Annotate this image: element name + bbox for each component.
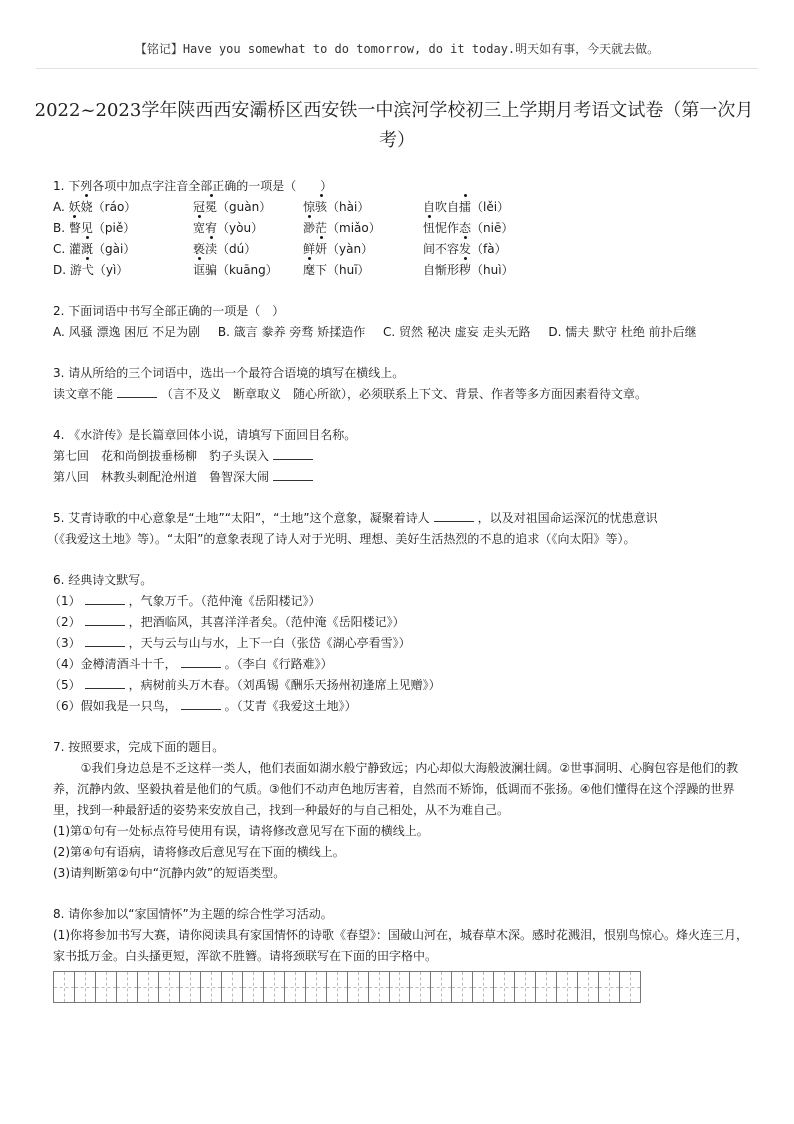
pinyin-text: （guàn） — [217, 200, 272, 214]
grid-cell[interactable] — [452, 972, 473, 1002]
pinyin-text: （yàn） — [327, 242, 374, 256]
grid-cell[interactable] — [117, 972, 138, 1002]
dotted-char: 发 — [459, 239, 471, 260]
dotted-char: 渺 — [303, 218, 315, 239]
poem-prefix: （5） — [49, 678, 81, 692]
option-a: A. 风骚 漂逸 困厄 不足为剧 — [53, 325, 201, 339]
grid-cell[interactable] — [348, 972, 369, 1002]
option-word — [303, 197, 423, 218]
header-divider — [36, 68, 758, 69]
grid-cell[interactable] — [578, 972, 599, 1002]
grid-cell[interactable] — [599, 972, 620, 1002]
poem-prefix: （6）假如我是一只鸟， — [49, 699, 177, 713]
grid-cell[interactable] — [201, 972, 222, 1002]
grid-cell[interactable] — [306, 972, 327, 1002]
fill-line — [53, 384, 753, 405]
question-3 — [53, 363, 753, 405]
question-line: （《我爱这土地》等）。“太阳”的意象表现了诗人对于光明、理想、美好生活热烈的不息的追求（《向太阳》等）。 — [47, 532, 636, 546]
fill-text-before: 读文章不能 — [53, 387, 114, 401]
dotted-char: 妍 — [315, 239, 327, 260]
question-4 — [53, 425, 753, 488]
pinyin-options — [53, 197, 753, 281]
dotted-char: 娆 — [81, 197, 93, 218]
chapter-line — [53, 446, 753, 467]
question-stem: 2. 下面词语中书写全部正确的一项是（ ） — [53, 304, 285, 318]
question-line — [53, 508, 753, 529]
question-text: 5. 艾青诗歌的中心意象是“土地”“太阳”，“土地”这个意象，凝聚着诗人 — [53, 511, 430, 525]
pinyin-text: 骗（kuāng） — [205, 263, 278, 277]
dotted-char: 骇 — [315, 197, 327, 218]
pinyin-text: 下（huī） — [315, 263, 370, 277]
question-6 — [49, 570, 753, 717]
poem-suffix: 。（李白《行路难》） — [224, 657, 333, 671]
pinyin-text: 宥（yòu） — [205, 221, 264, 235]
option-word — [423, 239, 603, 260]
poem-suffix: ，把酒临风，其喜洋洋者矣。（范仲淹《岳阳楼记》） — [128, 615, 405, 629]
answer-blank[interactable] — [85, 675, 125, 689]
grid-cell[interactable] — [390, 972, 411, 1002]
sub-question-2: (2)第④句有语病，请将修改后意见写在下面的横线上。 — [53, 845, 345, 859]
option-word — [193, 239, 303, 260]
poem-prefix: （2） — [49, 615, 81, 629]
option-word — [423, 197, 603, 218]
option-b: B. 箴言 豢养 旁骛 矫揉造作 — [217, 325, 366, 339]
poem-prefix: （1） — [49, 594, 81, 608]
title-line-2: 考） — [379, 130, 415, 151]
fill-text-after: （言不及义 断章取义 随心所欲），必须联系上下文、背景、作者等多方面因素看待文章。 — [161, 387, 648, 401]
word-text: A. 妖 — [53, 200, 81, 214]
grid-cell[interactable] — [431, 972, 452, 1002]
option-c: C. 贸然 秘决 虚妄 走头无路 — [383, 325, 531, 339]
question-7 — [53, 737, 753, 884]
question-1 — [53, 176, 753, 281]
chapter-line — [53, 467, 753, 488]
pinyin-text: 怩作态（niē） — [435, 221, 514, 235]
grid-cell[interactable] — [620, 972, 640, 1002]
poem-line — [49, 591, 753, 612]
sub-question-3: (3)请判断第②句中“沉静内敛”的短语类型。 — [53, 866, 286, 880]
word-text: C. 灌 — [53, 242, 82, 256]
option-word — [423, 218, 603, 239]
dotted-char: 溉 — [81, 239, 93, 260]
motto-header: 【铭记】Have you somewhat to do tomorrow, do it today.明天如有事，今天就去做。 — [134, 42, 660, 56]
grid-cell[interactable] — [180, 972, 201, 1002]
word-text: 鲜 — [303, 242, 316, 256]
sub-question-1: (1)你将参加书写大赛，请你阅读具有家国情怀的诗歌《春望》：国破山河在，城春草木深。感时花溅泪，恨别鸟惊心。烽火连三月，家书抵万金。白头搔更短，浑欲不胜簪。请将颈联写在下面的田字格中。 — [53, 928, 749, 963]
grid-cell[interactable] — [536, 972, 557, 1002]
grid-cell[interactable] — [159, 972, 180, 1002]
pinyin-text: （gài） — [93, 242, 136, 256]
poem-suffix: ，气象万千。（范仲淹《岳阳楼记》） — [128, 594, 321, 608]
grid-cell[interactable] — [557, 972, 578, 1002]
word-text: 间不容 — [423, 242, 460, 256]
dotted-char: 渎 — [205, 239, 217, 260]
option-word — [53, 218, 193, 239]
word-text: D. 游 — [53, 263, 82, 277]
dotted-char: 诓 — [193, 260, 205, 281]
pinyin-text: （lěi） — [471, 200, 510, 214]
option-row — [53, 197, 753, 218]
option-row — [53, 239, 753, 260]
word-text: 冠 — [193, 200, 206, 214]
option-d: D. 懦夫 默守 杜绝 前扑后继 — [548, 325, 697, 339]
question-2 — [53, 301, 753, 343]
poem-suffix: ，病树前头万木春。（刘禹锡《酬乐天扬州初逢席上见赠》） — [128, 678, 441, 692]
question-stem: 7. 按照要求，完成下面的题目。 — [53, 740, 225, 754]
poem-suffix: ，天与云与山与水，上下一白（张岱《湖心亭看雪》） — [128, 636, 411, 650]
question-8 — [53, 904, 753, 1003]
poem-line — [49, 654, 753, 675]
question-stem: 1. 下列各项中加点字注音全部正确的一项是（ ） — [53, 179, 333, 193]
answer-blank[interactable] — [85, 591, 125, 605]
pinyin-text: （huì） — [471, 263, 514, 277]
answer-blank[interactable] — [273, 446, 313, 460]
answer-blank[interactable] — [273, 467, 313, 481]
passage-text: ①我们身边总是不乏这样一类人，他们表面如湖水般宁静致远；内心却似大海般波澜壮阔。②世事洞明、心胸包容是他们的教养，沉静内敛、坚毅执着是他们的气质。③他们不动声色地厉害着，自然而不矫饰，低调而不张扬。④他们懂得在这个浮躁的世界里，找到一种最舒适的姿势来安放自己，找到一种最好的与自己相处，从不为难自己。 — [53, 761, 739, 817]
option-word — [53, 260, 193, 281]
option-row — [53, 218, 753, 239]
title-line-1: 2022~2023学年陕西西安灞桥区西安铁一中滨河学校初三上学期月考语文试卷（第一次月 — [34, 100, 754, 121]
answer-blank[interactable] — [85, 612, 125, 626]
word-text: 亵 — [193, 242, 206, 256]
pinyin-text: （hài） — [327, 200, 370, 214]
sub-question-1: (1)第①句有一处标点符号使用有误，请将修改意见写在下面的横线上。 — [53, 824, 429, 838]
pinyin-text: 茫（miǎo） — [315, 221, 381, 235]
chapter-text: 第七回 花和尚倒拔垂杨柳 豹子头误入 — [53, 449, 270, 463]
pinyin-text: （dú） — [217, 242, 257, 256]
dotted-char: 秽 — [459, 260, 471, 281]
option-word — [193, 197, 303, 218]
answer-blank[interactable] — [181, 696, 221, 710]
grid-cell[interactable] — [369, 972, 390, 1002]
grid-cell[interactable] — [515, 972, 536, 1002]
answer-blank[interactable] — [117, 384, 157, 398]
question-stem: 6. 经典诗文默写。 — [53, 573, 153, 587]
grid-cell[interactable] — [75, 972, 96, 1002]
poem-line — [49, 696, 753, 717]
question-stem: 4. 《水浒传》是长篇章回体小说，请填写下面回目名称。 — [53, 428, 357, 442]
question-stem: 8. 请你参加以“家国情怀”为主题的综合性学习活动。 — [53, 907, 333, 921]
word-text: 惊 — [303, 200, 316, 214]
grid-cell[interactable] — [222, 972, 243, 1002]
grid-cell[interactable] — [473, 972, 494, 1002]
poem-line — [49, 675, 753, 696]
poem-items — [49, 591, 753, 717]
dotted-char: 擂 — [459, 197, 471, 218]
option-word — [303, 239, 423, 260]
grid-cell[interactable] — [327, 972, 348, 1002]
exam-content — [47, 176, 753, 1023]
word-text: 自惭形 — [423, 263, 460, 277]
question-5 — [47, 508, 753, 550]
grid-cell[interactable] — [138, 972, 159, 1002]
grid-cell[interactable] — [243, 972, 264, 1002]
pinyin-text: （fà） — [471, 242, 507, 256]
grid-cell[interactable] — [54, 972, 75, 1002]
dotted-char: 宽 — [193, 218, 205, 239]
question-stem: 3. 请从所给的三个词语中，选出一个最符合语境的填写在横线上。 — [53, 366, 405, 380]
answer-blank[interactable] — [434, 508, 474, 522]
grid-cell[interactable] — [96, 972, 117, 1002]
chapter-text: 第八回 林教头刺配沧州道 鲁智深大闹 — [53, 470, 270, 484]
dotted-char: 麾 — [303, 260, 315, 281]
option-word — [53, 239, 193, 260]
poem-line — [49, 633, 753, 654]
option-word — [193, 260, 303, 281]
option-row — [53, 322, 753, 343]
grid-cell[interactable] — [410, 972, 431, 1002]
pinyin-text: （ráo） — [92, 200, 137, 214]
dotted-char: 弋 — [82, 260, 94, 281]
pinyin-text: （yì） — [93, 263, 129, 277]
dotted-char: 忸 — [423, 218, 435, 239]
option-word — [303, 260, 423, 281]
page-title — [0, 96, 794, 156]
question-text: ，以及对祖国命运深沉的忧患意识 — [477, 511, 658, 525]
poem-prefix: （3） — [49, 636, 81, 650]
tianzige-grid[interactable] — [53, 971, 641, 1003]
option-row — [53, 260, 753, 281]
poem-prefix: （4）金樽清酒斗十千， — [49, 657, 177, 671]
option-word — [423, 260, 603, 281]
poem-suffix: 。（艾青《我爱这土地》） — [224, 699, 357, 713]
answer-blank[interactable] — [181, 654, 221, 668]
poem-line — [49, 612, 753, 633]
grid-cell[interactable] — [494, 972, 515, 1002]
answer-blank[interactable] — [85, 633, 125, 647]
pinyin-text: 见（piě） — [80, 221, 136, 235]
grid-cell[interactable] — [264, 972, 285, 1002]
grid-cell[interactable] — [285, 972, 306, 1002]
dotted-char: 冕 — [205, 197, 217, 218]
word-text: B. — [53, 221, 69, 235]
dotted-char: 瞥 — [69, 218, 81, 239]
word-text: 自吹自 — [423, 200, 460, 214]
